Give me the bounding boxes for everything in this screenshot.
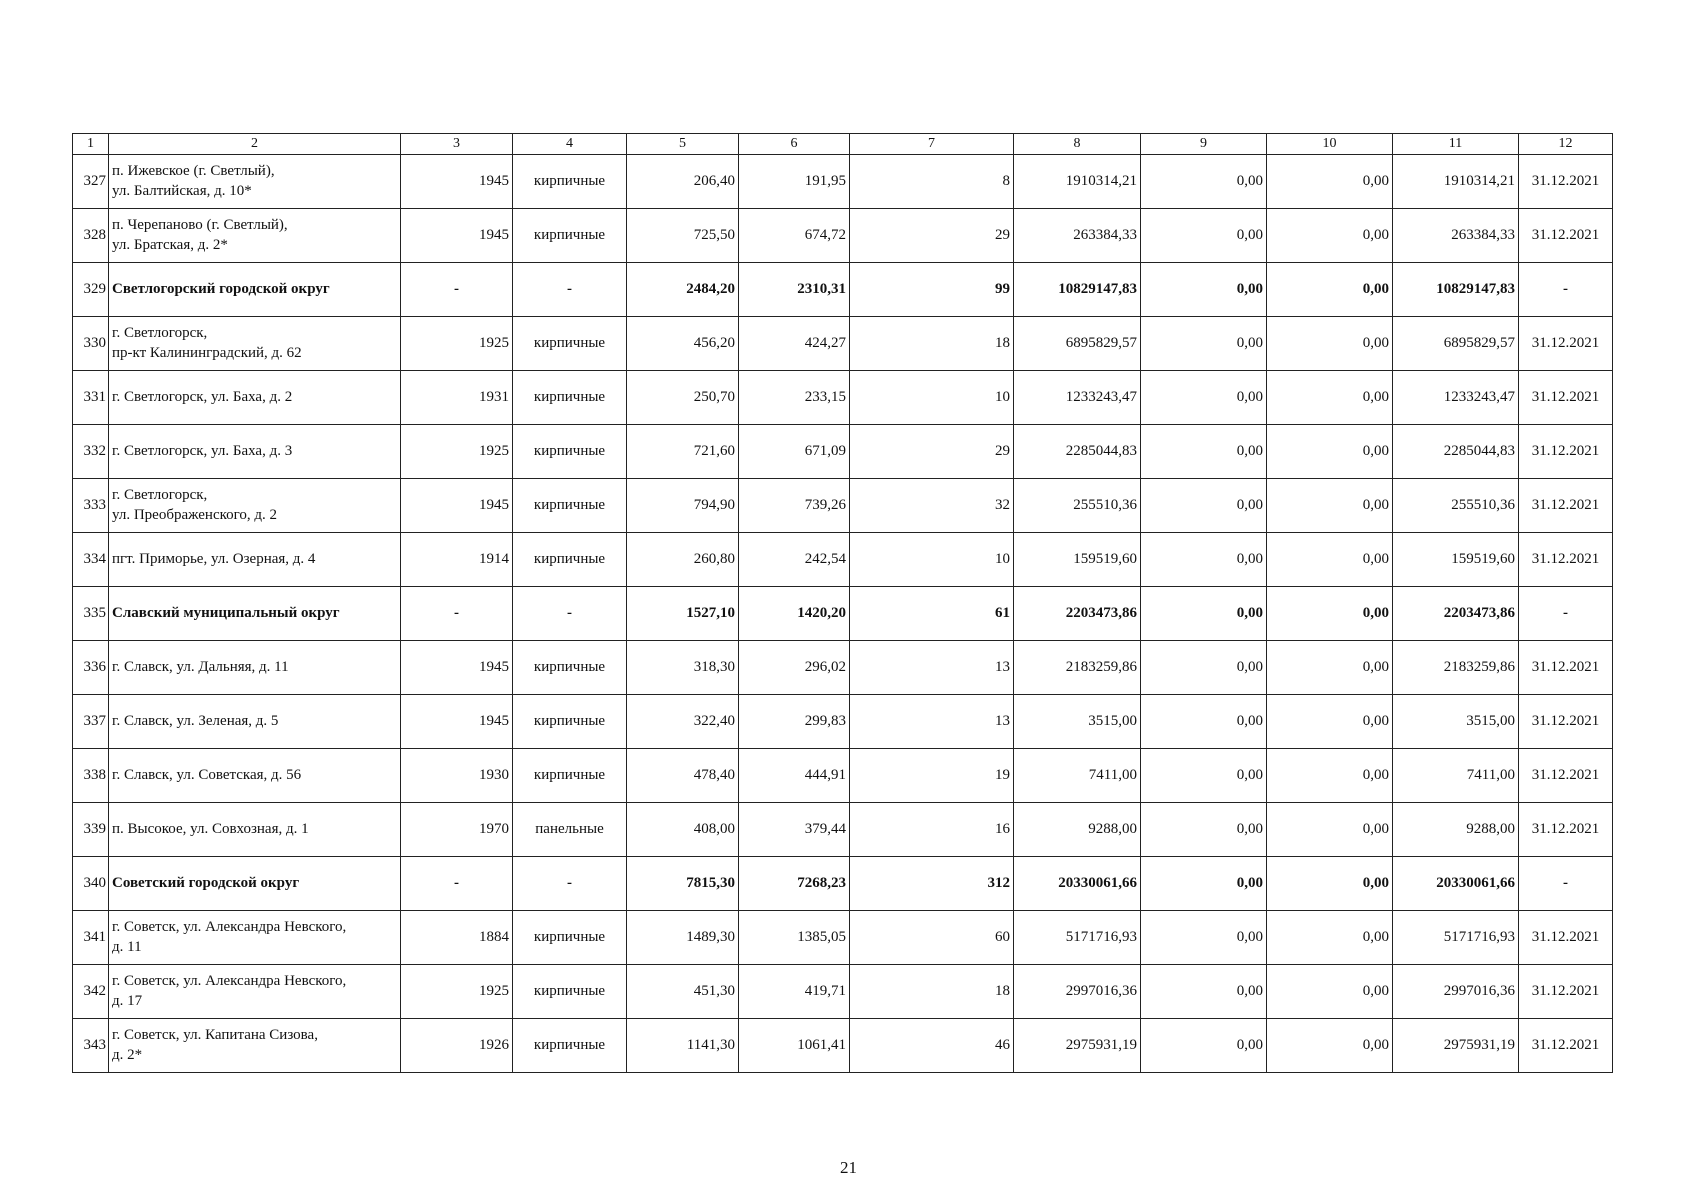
local-funds-cell: 5171716,93	[1393, 911, 1519, 965]
local-funds-cell: 20330061,66	[1393, 857, 1519, 911]
local-funds-cell: 1233243,47	[1393, 371, 1519, 425]
total-cost-cell: 263384,33	[1014, 209, 1141, 263]
column-header: 6	[739, 134, 850, 155]
table-row	[73, 155, 1613, 209]
table-row	[73, 479, 1613, 533]
total-area-cell: 408,00	[627, 803, 739, 857]
deadline-cell: 31.12.2021	[1519, 317, 1613, 371]
address-cell	[109, 587, 401, 641]
living-area-cell: 1385,05	[739, 911, 850, 965]
address-line: ул. Братская, д. 2*	[112, 236, 228, 253]
wall-material-cell: кирпичные	[513, 641, 627, 695]
year-built-cell: 1945	[401, 155, 513, 209]
total-area-cell: 478,40	[627, 749, 739, 803]
federal-funds-cell: 0,00	[1141, 209, 1267, 263]
table-row	[73, 749, 1613, 803]
living-area-cell: 444,91	[739, 749, 850, 803]
address-cell	[109, 371, 401, 425]
federal-funds-cell: 0,00	[1141, 425, 1267, 479]
column-number-row	[73, 134, 1613, 155]
federal-funds-cell: 0,00	[1141, 155, 1267, 209]
address-line: г. Советск, ул. Капитана Сизова,	[112, 1027, 318, 1044]
residents-count-cell: 46	[850, 1019, 1014, 1073]
living-area-cell: 379,44	[739, 803, 850, 857]
local-funds-cell: 2285044,83	[1393, 425, 1519, 479]
address-cell	[109, 479, 401, 533]
address-line: д. 17	[112, 992, 143, 1009]
living-area-cell: 671,09	[739, 425, 850, 479]
federal-funds-cell: 0,00	[1141, 965, 1267, 1019]
federal-funds-cell: 0,00	[1141, 695, 1267, 749]
row-number: 328	[73, 209, 109, 263]
local-funds-cell: 263384,33	[1393, 209, 1519, 263]
living-area-cell: 1061,41	[739, 1019, 850, 1073]
wall-material-cell: кирпичные	[513, 965, 627, 1019]
deadline-cell: 31.12.2021	[1519, 803, 1613, 857]
table-row	[73, 209, 1613, 263]
address-line: пгт. Приморье, ул. Озерная, д. 4	[112, 550, 316, 567]
housing-register-table	[72, 133, 1613, 1073]
column-header: 4	[513, 134, 627, 155]
district-total-row	[73, 587, 1613, 641]
total-cost-cell: 7411,00	[1014, 749, 1141, 803]
wall-material-cell: кирпичные	[513, 155, 627, 209]
table-row	[73, 911, 1613, 965]
residents-count-cell: 18	[850, 317, 1014, 371]
regional-funds-cell: 0,00	[1267, 1019, 1393, 1073]
address-line: д. 11	[112, 938, 142, 955]
total-cost-cell: 255510,36	[1014, 479, 1141, 533]
page-number: 21	[840, 1158, 857, 1177]
residents-count-cell: 18	[850, 965, 1014, 1019]
column-header: 8	[1014, 134, 1141, 155]
local-funds-cell: 10829147,83	[1393, 263, 1519, 317]
deadline-cell: 31.12.2021	[1519, 749, 1613, 803]
address-line: Славский муниципальный округ	[112, 604, 340, 621]
residents-count-cell: 10	[850, 533, 1014, 587]
address-line: г. Славск, ул. Зеленая, д. 5	[112, 712, 279, 729]
total-cost-cell: 20330061,66	[1014, 857, 1141, 911]
deadline-cell: 31.12.2021	[1519, 695, 1613, 749]
living-area-cell: 739,26	[739, 479, 850, 533]
total-cost-cell: 5171716,93	[1014, 911, 1141, 965]
deadline-cell: 31.12.2021	[1519, 911, 1613, 965]
year-built-cell: -	[401, 587, 513, 641]
total-area-cell: 1141,30	[627, 1019, 739, 1073]
wall-material-cell: кирпичные	[513, 425, 627, 479]
address-line: ул. Преображенского, д. 2	[112, 506, 278, 523]
residents-count-cell: 13	[850, 641, 1014, 695]
column-header: 5	[627, 134, 739, 155]
living-area-cell: 242,54	[739, 533, 850, 587]
address-line: г. Светлогорск,	[112, 325, 208, 342]
address-cell	[109, 209, 401, 263]
total-cost-cell: 2975931,19	[1014, 1019, 1141, 1073]
address-line: г. Славск, ул. Советская, д. 56	[112, 766, 302, 783]
row-number: 334	[73, 533, 109, 587]
table-body	[73, 155, 1613, 1073]
wall-material-cell: кирпичные	[513, 911, 627, 965]
wall-material-cell: панельные	[513, 803, 627, 857]
address-cell	[109, 155, 401, 209]
table-row	[73, 803, 1613, 857]
residents-count-cell: 29	[850, 425, 1014, 479]
living-area-cell: 424,27	[739, 317, 850, 371]
address-line: Советский городской округ	[112, 874, 300, 891]
column-header: 3	[401, 134, 513, 155]
address-line: г. Советск, ул. Александра Невского,	[112, 973, 347, 990]
total-area-cell: 260,80	[627, 533, 739, 587]
total-area-cell: 451,30	[627, 965, 739, 1019]
table-row	[73, 965, 1613, 1019]
deadline-cell: 31.12.2021	[1519, 209, 1613, 263]
local-funds-cell: 255510,36	[1393, 479, 1519, 533]
residents-count-cell: 13	[850, 695, 1014, 749]
year-built-cell: 1925	[401, 965, 513, 1019]
residents-count-cell: 61	[850, 587, 1014, 641]
wall-material-cell: кирпичные	[513, 317, 627, 371]
row-number: 339	[73, 803, 109, 857]
total-cost-cell: 2203473,86	[1014, 587, 1141, 641]
column-header: 11	[1393, 134, 1519, 155]
total-area-cell: 250,70	[627, 371, 739, 425]
address-cell	[109, 1019, 401, 1073]
row-number: 331	[73, 371, 109, 425]
residents-count-cell: 99	[850, 263, 1014, 317]
total-cost-cell: 6895829,57	[1014, 317, 1141, 371]
federal-funds-cell: 0,00	[1141, 263, 1267, 317]
total-cost-cell: 3515,00	[1014, 695, 1141, 749]
row-number: 338	[73, 749, 109, 803]
residents-count-cell: 8	[850, 155, 1014, 209]
regional-funds-cell: 0,00	[1267, 749, 1393, 803]
table-row	[73, 371, 1613, 425]
wall-material-cell: кирпичные	[513, 371, 627, 425]
regional-funds-cell: 0,00	[1267, 317, 1393, 371]
residents-count-cell: 60	[850, 911, 1014, 965]
regional-funds-cell: 0,00	[1267, 209, 1393, 263]
year-built-cell: -	[401, 857, 513, 911]
table-row	[73, 641, 1613, 695]
federal-funds-cell: 0,00	[1141, 1019, 1267, 1073]
living-area-cell: 299,83	[739, 695, 850, 749]
wall-material-cell: -	[513, 587, 627, 641]
regional-funds-cell: 0,00	[1267, 911, 1393, 965]
total-cost-cell: 2997016,36	[1014, 965, 1141, 1019]
table-row	[73, 425, 1613, 479]
row-number: 333	[73, 479, 109, 533]
local-funds-cell: 2183259,86	[1393, 641, 1519, 695]
federal-funds-cell: 0,00	[1141, 749, 1267, 803]
year-built-cell: 1925	[401, 425, 513, 479]
deadline-cell: -	[1519, 263, 1613, 317]
year-built-cell: 1945	[401, 209, 513, 263]
living-area-cell: 2310,31	[739, 263, 850, 317]
federal-funds-cell: 0,00	[1141, 317, 1267, 371]
row-number: 335	[73, 587, 109, 641]
living-area-cell: 191,95	[739, 155, 850, 209]
total-cost-cell: 1910314,21	[1014, 155, 1141, 209]
regional-funds-cell: 0,00	[1267, 965, 1393, 1019]
residents-count-cell: 19	[850, 749, 1014, 803]
address-cell	[109, 533, 401, 587]
deadline-cell: 31.12.2021	[1519, 371, 1613, 425]
local-funds-cell: 2203473,86	[1393, 587, 1519, 641]
row-number: 329	[73, 263, 109, 317]
federal-funds-cell: 0,00	[1141, 911, 1267, 965]
total-cost-cell: 159519,60	[1014, 533, 1141, 587]
deadline-cell: 31.12.2021	[1519, 425, 1613, 479]
local-funds-cell: 2997016,36	[1393, 965, 1519, 1019]
year-built-cell: 1884	[401, 911, 513, 965]
deadline-cell: 31.12.2021	[1519, 641, 1613, 695]
total-area-cell: 322,40	[627, 695, 739, 749]
wall-material-cell: кирпичные	[513, 695, 627, 749]
deadline-cell: 31.12.2021	[1519, 965, 1613, 1019]
total-cost-cell: 2285044,83	[1014, 425, 1141, 479]
address-line: ул. Балтийская, д. 10*	[112, 182, 252, 199]
address-cell	[109, 857, 401, 911]
total-area-cell: 1489,30	[627, 911, 739, 965]
regional-funds-cell: 0,00	[1267, 155, 1393, 209]
address-cell	[109, 911, 401, 965]
row-number: 330	[73, 317, 109, 371]
federal-funds-cell: 0,00	[1141, 479, 1267, 533]
regional-funds-cell: 0,00	[1267, 479, 1393, 533]
deadline-cell: -	[1519, 857, 1613, 911]
wall-material-cell: кирпичные	[513, 1019, 627, 1073]
row-number: 337	[73, 695, 109, 749]
year-built-cell: 1914	[401, 533, 513, 587]
column-header: 12	[1519, 134, 1613, 155]
table-row	[73, 695, 1613, 749]
total-area-cell: 318,30	[627, 641, 739, 695]
wall-material-cell: кирпичные	[513, 533, 627, 587]
table-row	[73, 317, 1613, 371]
deadline-cell: 31.12.2021	[1519, 479, 1613, 533]
row-number: 343	[73, 1019, 109, 1073]
regional-funds-cell: 0,00	[1267, 533, 1393, 587]
total-area-cell: 725,50	[627, 209, 739, 263]
address-cell	[109, 749, 401, 803]
regional-funds-cell: 0,00	[1267, 695, 1393, 749]
living-area-cell: 419,71	[739, 965, 850, 1019]
living-area-cell: 7268,23	[739, 857, 850, 911]
address-cell	[109, 695, 401, 749]
address-cell	[109, 317, 401, 371]
deadline-cell: 31.12.2021	[1519, 155, 1613, 209]
row-number: 336	[73, 641, 109, 695]
regional-funds-cell: 0,00	[1267, 857, 1393, 911]
federal-funds-cell: 0,00	[1141, 587, 1267, 641]
address-cell	[109, 965, 401, 1019]
residents-count-cell: 32	[850, 479, 1014, 533]
residents-count-cell: 10	[850, 371, 1014, 425]
address-cell	[109, 641, 401, 695]
residents-count-cell: 312	[850, 857, 1014, 911]
column-header: 2	[109, 134, 401, 155]
column-header: 1	[73, 134, 109, 155]
column-header: 7	[850, 134, 1014, 155]
regional-funds-cell: 0,00	[1267, 425, 1393, 479]
year-built-cell: 1925	[401, 317, 513, 371]
address-cell	[109, 425, 401, 479]
column-header: 9	[1141, 134, 1267, 155]
address-cell	[109, 263, 401, 317]
residents-count-cell: 29	[850, 209, 1014, 263]
local-funds-cell: 6895829,57	[1393, 317, 1519, 371]
row-number: 332	[73, 425, 109, 479]
column-header: 10	[1267, 134, 1393, 155]
address-line: г. Славск, ул. Дальняя, д. 11	[112, 658, 289, 675]
row-number: 340	[73, 857, 109, 911]
living-area-cell: 296,02	[739, 641, 850, 695]
local-funds-cell: 159519,60	[1393, 533, 1519, 587]
total-cost-cell: 10829147,83	[1014, 263, 1141, 317]
address-line: г. Светлогорск,	[112, 487, 208, 504]
regional-funds-cell: 0,00	[1267, 263, 1393, 317]
total-area-cell: 721,60	[627, 425, 739, 479]
total-area-cell: 2484,20	[627, 263, 739, 317]
wall-material-cell: кирпичные	[513, 749, 627, 803]
wall-material-cell: -	[513, 263, 627, 317]
wall-material-cell: кирпичные	[513, 479, 627, 533]
federal-funds-cell: 0,00	[1141, 533, 1267, 587]
year-built-cell: 1931	[401, 371, 513, 425]
local-funds-cell: 3515,00	[1393, 695, 1519, 749]
living-area-cell: 674,72	[739, 209, 850, 263]
local-funds-cell: 2975931,19	[1393, 1019, 1519, 1073]
deadline-cell: -	[1519, 587, 1613, 641]
address-line: г. Светлогорск, ул. Баха, д. 3	[112, 442, 293, 459]
total-cost-cell: 1233243,47	[1014, 371, 1141, 425]
row-number: 342	[73, 965, 109, 1019]
total-cost-cell: 9288,00	[1014, 803, 1141, 857]
total-area-cell: 794,90	[627, 479, 739, 533]
residents-count-cell: 16	[850, 803, 1014, 857]
address-line: пр-кт Калининградский, д. 62	[112, 344, 302, 361]
deadline-cell: 31.12.2021	[1519, 1019, 1613, 1073]
year-built-cell: 1926	[401, 1019, 513, 1073]
federal-funds-cell: 0,00	[1141, 803, 1267, 857]
district-total-row	[73, 857, 1613, 911]
table-row	[73, 1019, 1613, 1073]
wall-material-cell: кирпичные	[513, 209, 627, 263]
address-line: п. Ижевское (г. Светлый),	[112, 163, 275, 180]
table-row	[73, 533, 1613, 587]
federal-funds-cell: 0,00	[1141, 641, 1267, 695]
year-built-cell: 1970	[401, 803, 513, 857]
total-area-cell: 7815,30	[627, 857, 739, 911]
total-area-cell: 456,20	[627, 317, 739, 371]
wall-material-cell: -	[513, 857, 627, 911]
federal-funds-cell: 0,00	[1141, 857, 1267, 911]
total-area-cell: 206,40	[627, 155, 739, 209]
local-funds-cell: 9288,00	[1393, 803, 1519, 857]
address-line: г. Советск, ул. Александра Невского,	[112, 919, 347, 936]
address-cell	[109, 803, 401, 857]
address-line: п. Высокое, ул. Совхозная, д. 1	[112, 820, 309, 837]
total-cost-cell: 2183259,86	[1014, 641, 1141, 695]
year-built-cell: 1930	[401, 749, 513, 803]
row-number: 341	[73, 911, 109, 965]
regional-funds-cell: 0,00	[1267, 641, 1393, 695]
district-total-row	[73, 263, 1613, 317]
regional-funds-cell: 0,00	[1267, 803, 1393, 857]
address-line: Светлогорский городской округ	[112, 280, 330, 297]
year-built-cell: -	[401, 263, 513, 317]
year-built-cell: 1945	[401, 695, 513, 749]
local-funds-cell: 1910314,21	[1393, 155, 1519, 209]
regional-funds-cell: 0,00	[1267, 587, 1393, 641]
total-area-cell: 1527,10	[627, 587, 739, 641]
address-line: г. Светлогорск, ул. Баха, д. 2	[112, 388, 293, 405]
year-built-cell: 1945	[401, 641, 513, 695]
living-area-cell: 1420,20	[739, 587, 850, 641]
living-area-cell: 233,15	[739, 371, 850, 425]
row-number: 327	[73, 155, 109, 209]
year-built-cell: 1945	[401, 479, 513, 533]
federal-funds-cell: 0,00	[1141, 371, 1267, 425]
address-line: п. Черепаново (г. Светлый),	[112, 217, 288, 234]
deadline-cell: 31.12.2021	[1519, 533, 1613, 587]
address-line: д. 2*	[112, 1046, 143, 1063]
local-funds-cell: 7411,00	[1393, 749, 1519, 803]
regional-funds-cell: 0,00	[1267, 371, 1393, 425]
